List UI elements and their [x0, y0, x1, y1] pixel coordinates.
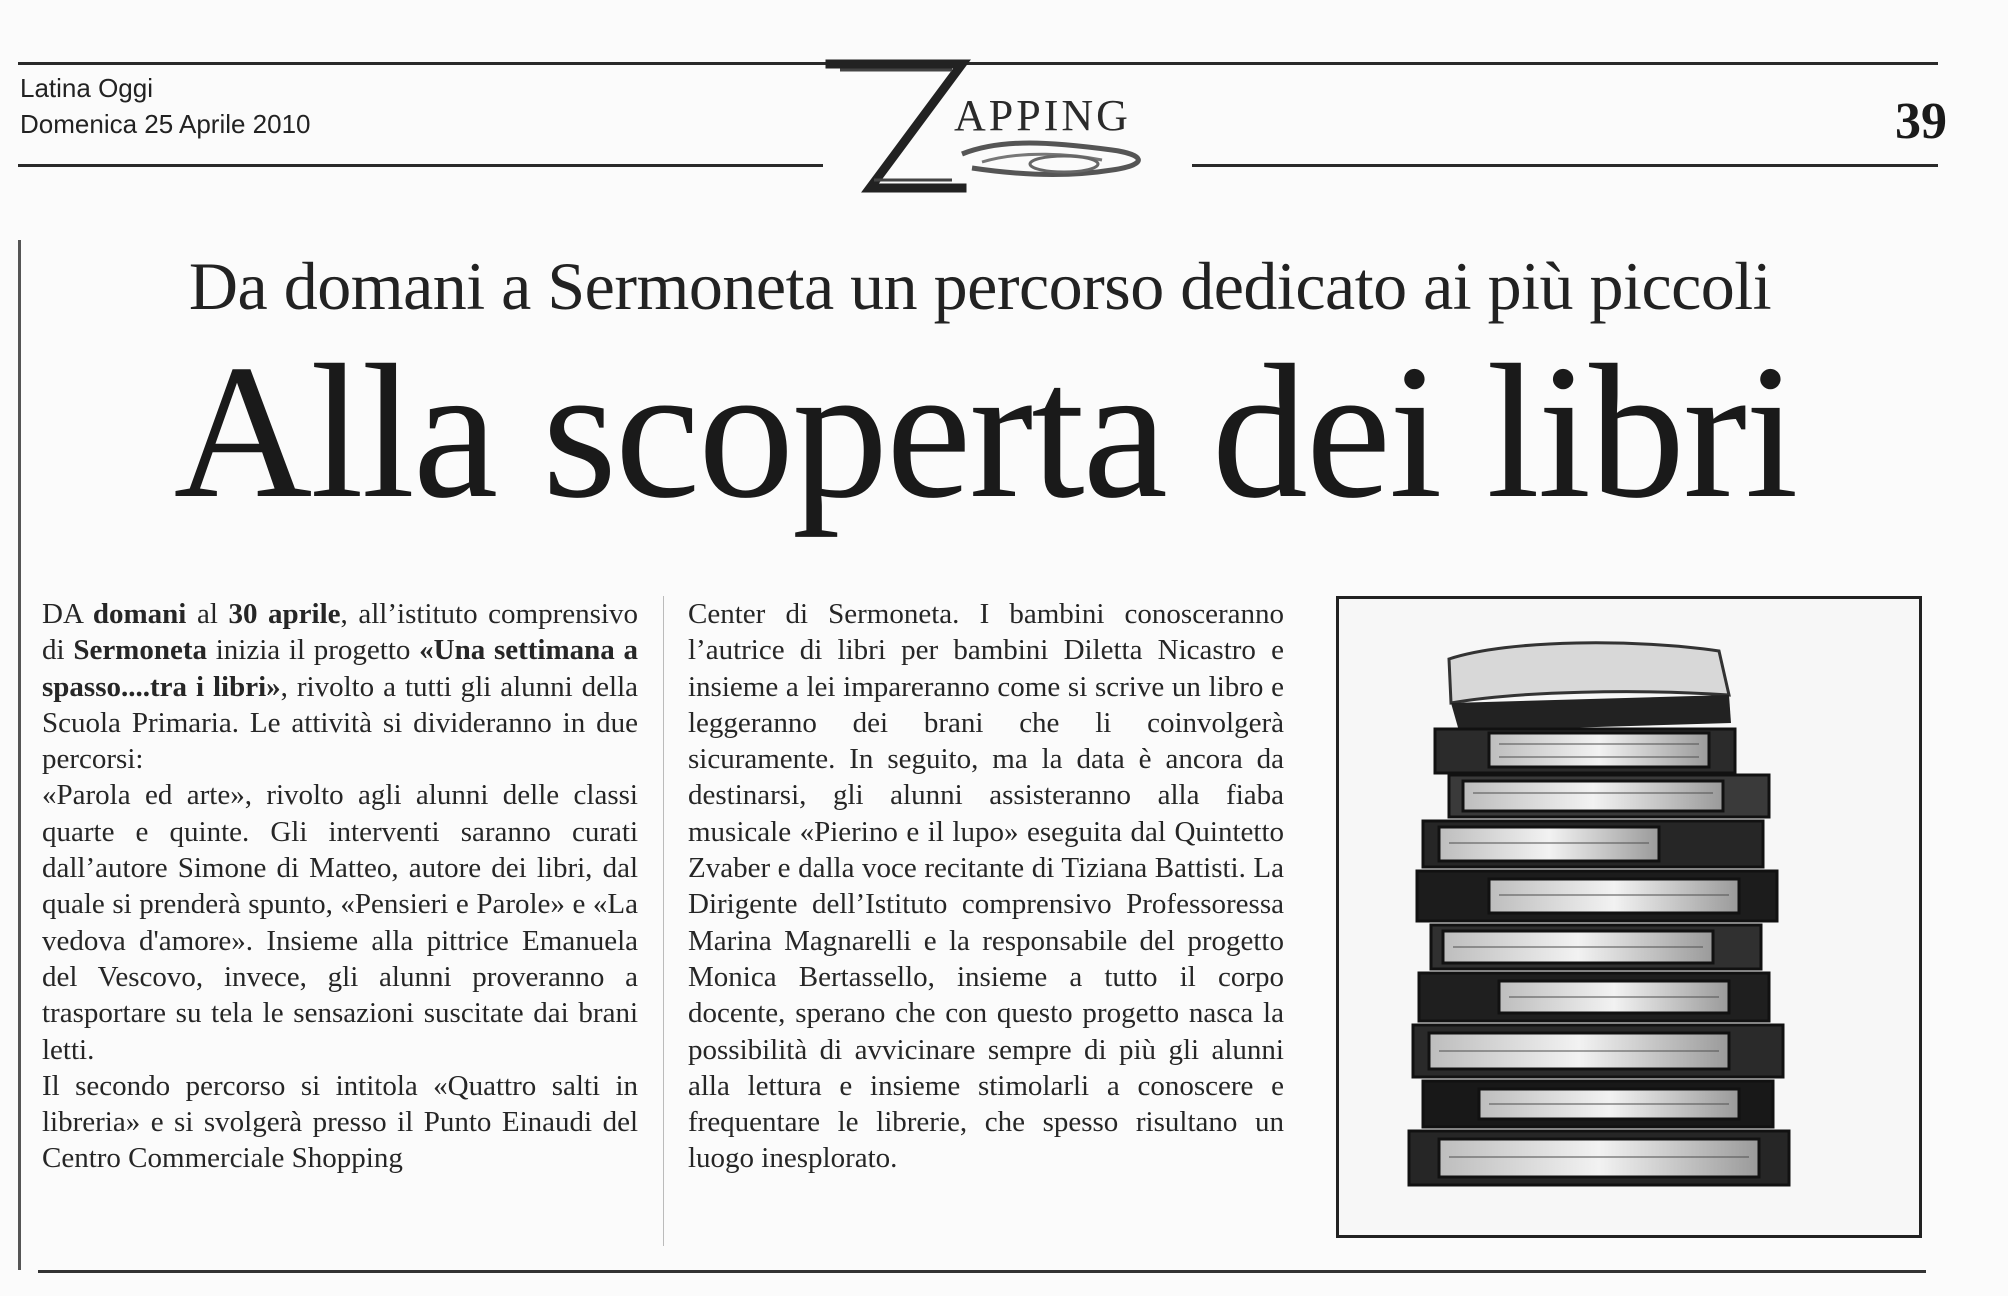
column-divider [663, 596, 664, 1246]
paragraph-continuation: Center di Sermoneta. I bambini conosceranno l’autrice di libri per bambini Diletta Nicastro e insieme a lei impareranno come si scrive un libro e leggeranno dei brani che li coinvolgerà sicuramente. In seguito, ma la data è ancora da destinarsi, gli alunni assisteranno alla fiaba musicale «Pierino e il lupo» eseguita dal Quintetto Zvaber e dalla voce recitante di Tiziana Battisti. La Dirigente dell’Istituto comprensivo Professoressa Marina Magnarelli e la responsabile del progetto Monica Bertassello, insieme a tutto il corpo docente, sperano che con questo progetto nasca la possibilità di avvicinare sempre di più gli alunni alla lettura e insieme stimolarli a conoscere e frequentare le librerie, che spesso risultano un luogo inesplorato. [688, 598, 1284, 1175]
article-frame-left [18, 240, 21, 1270]
paragraph-secondo-percorso: Il secondo percorso si intitola «Quattro salti in libreria» e si svolgerà presso il Punto Einaudi del Centro Commerciale Shopping [42, 1069, 638, 1175]
article-column-1 [42, 596, 638, 1177]
header-rule-right [1192, 164, 1938, 167]
svg-text:APPING: APPING [954, 91, 1131, 140]
book-stack-icon [1339, 599, 1919, 1235]
page-number: 39 [1895, 93, 1947, 150]
article-subtitle: Da domani a Sermoneta un percorso dedicato ai più piccoli [188, 248, 1772, 324]
paragraph-parola-ed-arte: «Parola ed arte», rivolto agli alunni delle classi quarte e quinte. Gli interventi saranno curati dall’autore Simone di Matteo, autore dei libri, dal quale si prenderà spunto, «Pensieri e Parole» e «La vedova d'amore». Insieme alla pittrice Emanuela del Vescovo, invece, gli alunni proveranno a trasportare su tela le sensazioni suscitate dai brani letti. [42, 779, 638, 1066]
header-rule-left [18, 164, 823, 167]
header-info [20, 70, 311, 142]
zapping-section-logo [812, 50, 1192, 200]
article-bottom-rule [38, 1270, 1926, 1273]
article-column-2 [688, 596, 1284, 1177]
article-photo [1336, 596, 1922, 1238]
publication-name: Latina Oggi [20, 73, 153, 103]
article-headline: Alla scoperta dei libri [173, 325, 1797, 538]
issue-date: Domenica 25 Aprile 2010 [20, 109, 311, 139]
paragraph-intro: DA domani al 30 aprile, all’istituto comprensivo di Sermoneta inizia il progetto «Una settimana a spasso....tra i libri», rivolto a tutti gli alunni della Scuola Primaria. Le attività si divideranno in due percorsi: [42, 598, 639, 776]
